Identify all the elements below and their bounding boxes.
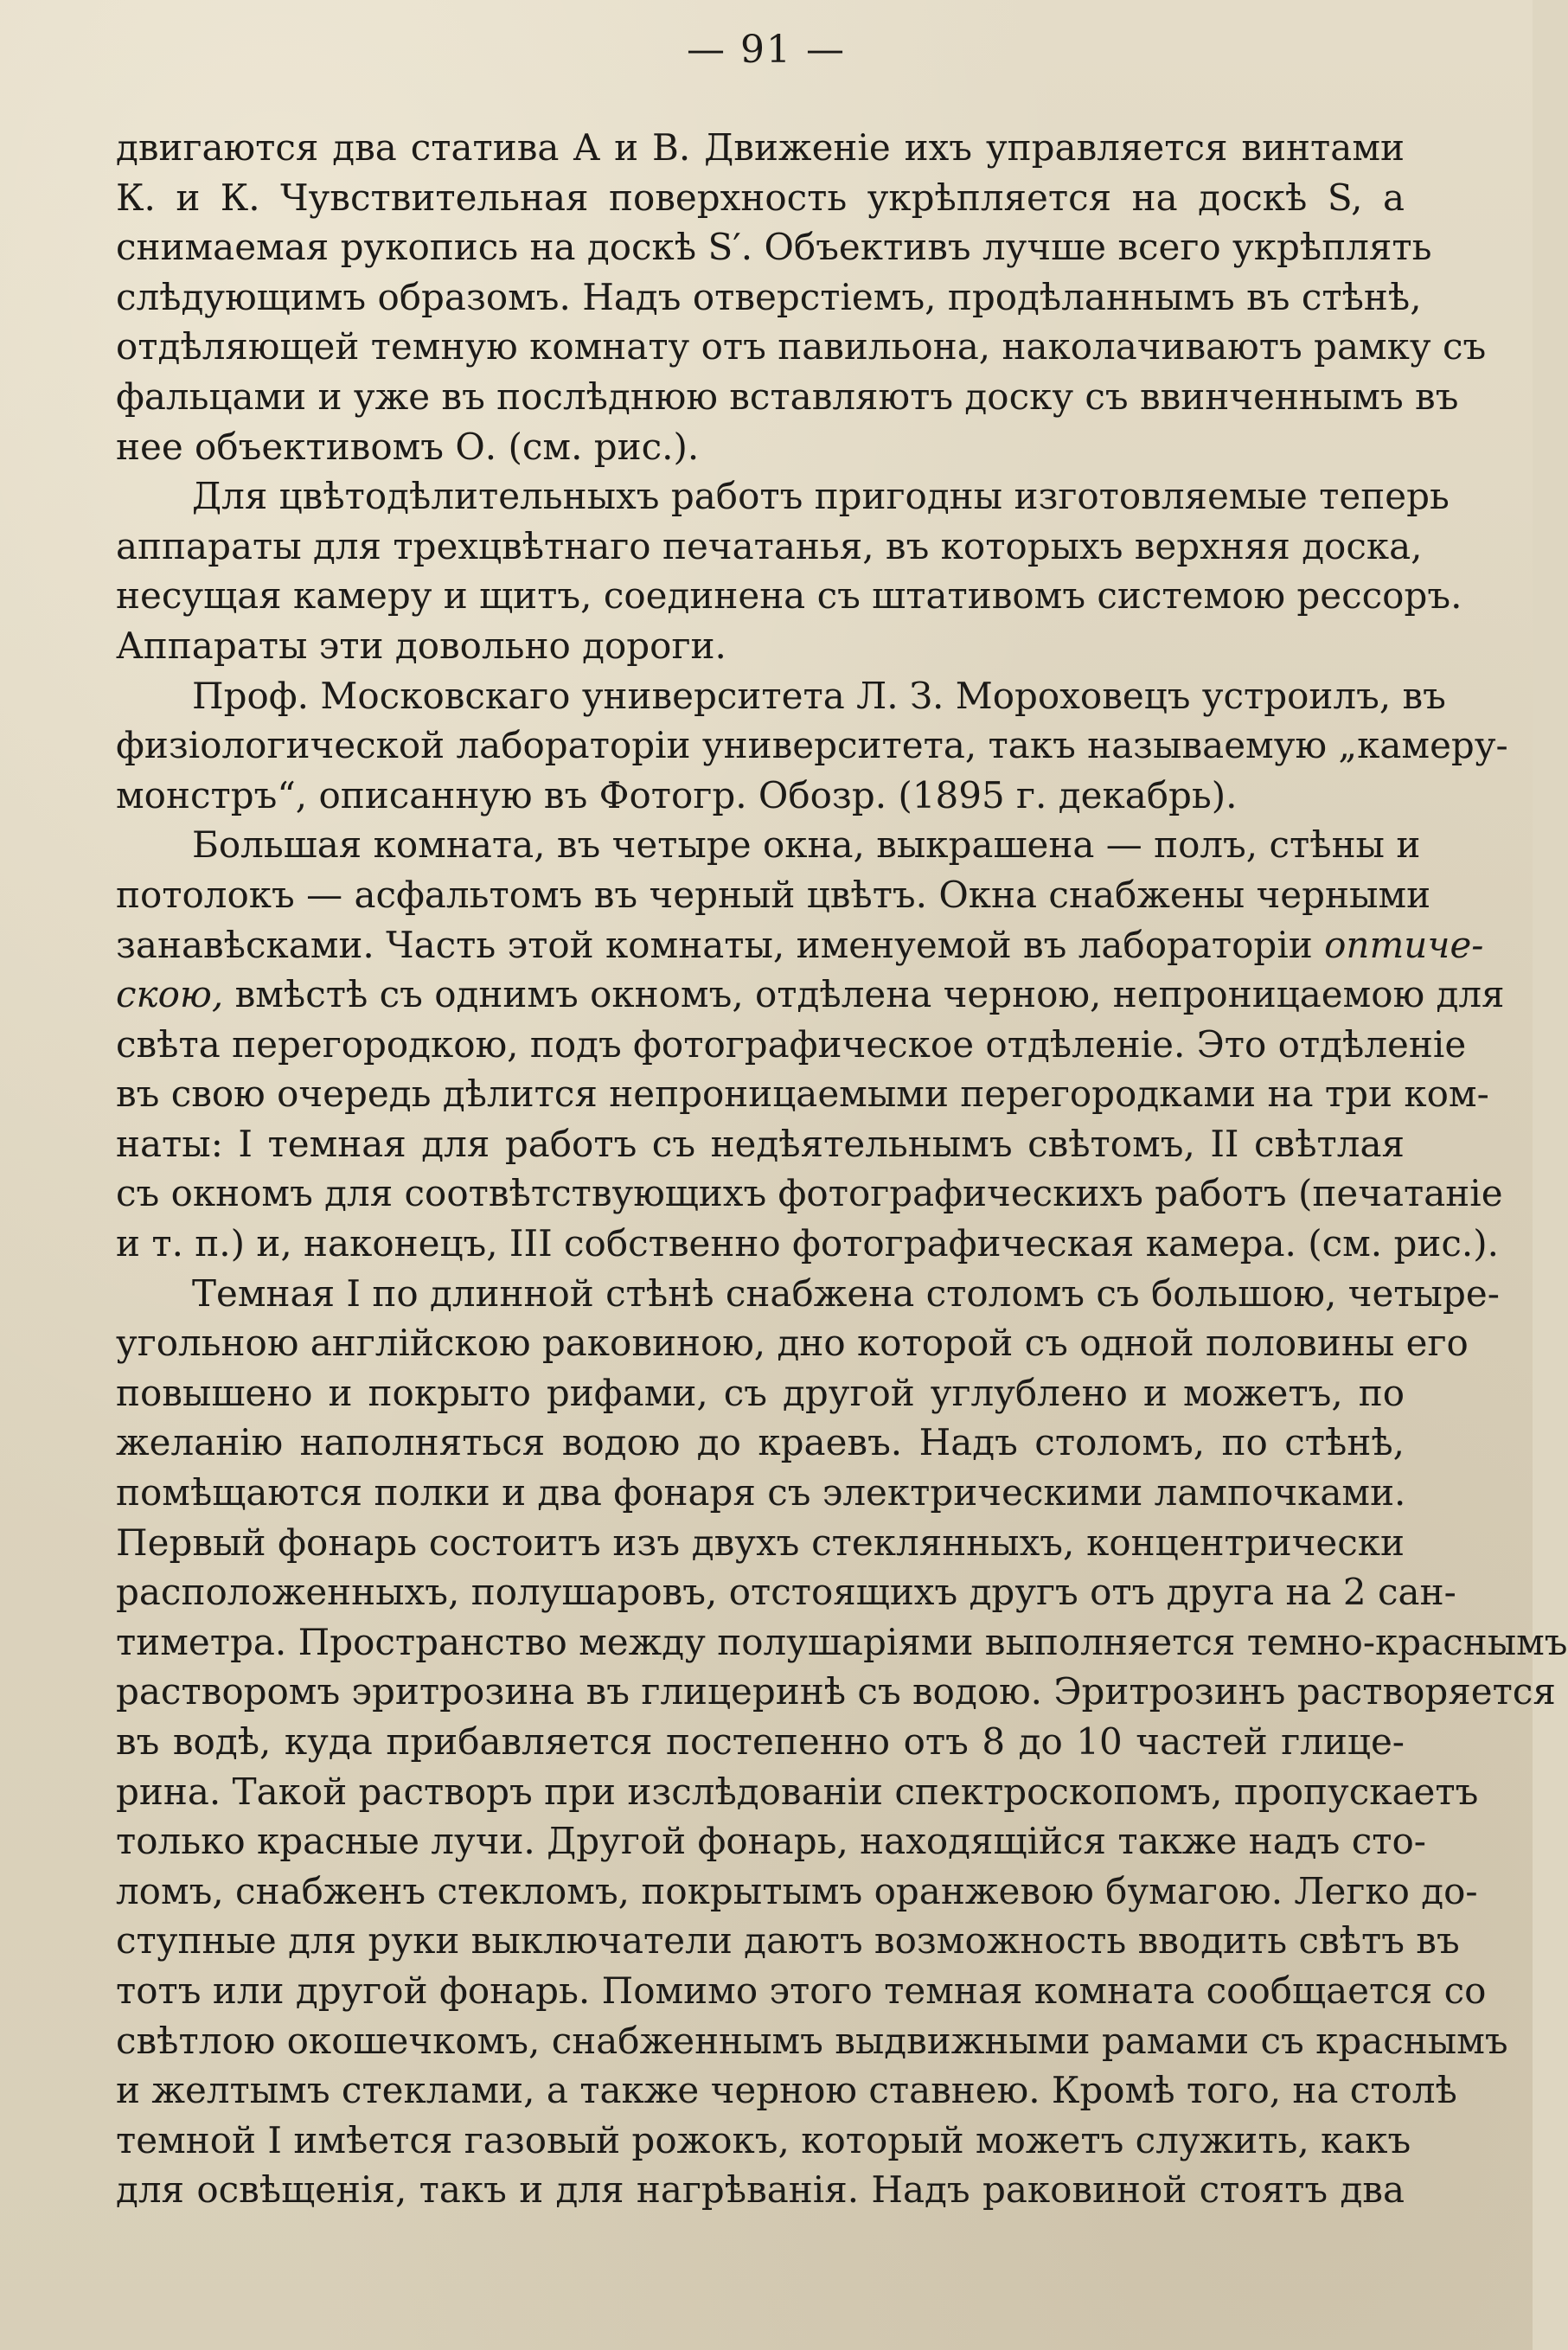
text-line: только красные лучи. Другой фонарь, находящійся также надъ сто-	[116, 1820, 1426, 1863]
text-line: фальцами и уже въ послѣднюю вставляютъ доску съ ввинченнымъ въ	[116, 375, 1459, 418]
page-number: — 91 —	[687, 28, 846, 72]
text-line: въ свою очередь дѣлится непроницаемыми перегородками на три ком-	[116, 1073, 1489, 1116]
text-line: рина. Такой растворъ при изслѣдованіи спектроскопомъ, пропускаетъ	[116, 1770, 1479, 1813]
text-line: и желтымъ стеклами, а также черною ставнею. Кромѣ того, на столѣ	[116, 2069, 1457, 2112]
text-line: скою, вмѣстѣ съ однимъ окномъ, отдѣлена черною, непроницаемою для	[116, 973, 1505, 1016]
paragraph-3	[116, 671, 1508, 821]
text-line: ступные для руки выключатели даютъ возможность вводить свѣтъ въ	[116, 1919, 1460, 1963]
text-line: и т. п.) и, наконецъ, III собственно фотографическая камера. (см. рис.).	[116, 1222, 1499, 1265]
text-line: Проф. Московскаго университета Л. З. Мороховецъ устроилъ, въ	[192, 674, 1446, 717]
text-line: занавѣсками. Часть этой комнаты, именуемой въ лабораторіи оптиче-	[116, 923, 1484, 966]
text-line: угольною англійскою раковиною, дно которой съ одной половины его	[116, 1322, 1469, 1365]
text-line: растворомъ эритрозина въ глицеринѣ съ водою. Эритрозинъ растворяется	[116, 1670, 1556, 1713]
text-line: аппараты для трехцвѣтнаго печатанья, въ которыхъ верхняя доска,	[116, 524, 1423, 567]
text-line: Первый фонарь состоитъ изъ двухъ стеклянныхъ, концентрически	[116, 1521, 1405, 1564]
text-line: монстръ“, описанную въ Фотогр. Обозр. (1895 г. декабрь).	[116, 773, 1238, 816]
paragraph-4	[116, 820, 1505, 1268]
text-line: желанію наполняться водою до краевъ. Надъ столомъ, по стѣнѣ,	[116, 1421, 1405, 1464]
text-line: Для цвѣтодѣлительныхъ работъ пригодны изготовляемые теперь	[192, 475, 1450, 518]
italic-term: скою,	[116, 973, 224, 1016]
text-line: потолокъ — асфальтомъ въ черный цвѣтъ. Окна снабжены черными	[116, 873, 1431, 916]
text-line: тотъ или другой фонарь. Помимо этого темная комната сообщается со	[116, 1969, 1487, 2012]
text-line: въ водѣ, куда прибавляется постепенно отъ 8 до 10 частей глице-	[116, 1720, 1405, 1763]
text-line: наты: I темная для работъ съ недѣятельнымъ свѣтомъ, II свѣтлая	[116, 1122, 1405, 1165]
text-line: тиметра. Пространство между полушаріями выполняется темно-краснымъ	[116, 1620, 1568, 1663]
text-line: К. и К. Чувствительная поверхность укрѣпляется на доскѣ S, а	[116, 176, 1405, 219]
text-line: физіологической лабораторіи университета, такъ называемую „камеру-	[116, 724, 1508, 767]
text-line: расположенныхъ, полушаровъ, отстоящихъ другъ отъ друга на 2 сан-	[116, 1571, 1456, 1614]
text-line: Темная I по длинной стѣнѣ снабжена столомъ съ большою, четыре-	[192, 1271, 1500, 1315]
text-line: Аппараты эти довольно дороги.	[116, 624, 726, 667]
text-line: повышено и покрыто рифами, съ другой углублено и можетъ, по	[116, 1371, 1405, 1414]
text-line: отдѣляющей темную комнату отъ павильона, наколачиваютъ рамку съ	[116, 325, 1487, 368]
paragraph-5	[116, 1269, 1568, 2215]
italic-term: оптиче-	[1324, 923, 1484, 966]
page-text	[116, 123, 1568, 2215]
paragraph-2	[116, 471, 1462, 670]
text-line: свѣта перегородкою, подъ фотографическое отдѣленіе. Это отдѣленіе	[116, 1022, 1467, 1066]
text-line: темной I имѣется газовый рожокъ, который можетъ служить, какъ	[116, 2118, 1411, 2161]
text-line: слѣдующимъ образомъ. Надъ отверстіемъ, продѣланнымъ въ стѣнѣ,	[116, 275, 1422, 318]
text-line: ломъ, снабженъ стекломъ, покрытымъ оранжевою бумагою. Легко до-	[116, 1869, 1478, 1912]
text-line: несущая камеру и щитъ, соединена съ штативомъ системою рессоръ.	[116, 574, 1462, 618]
text-line: Большая комната, въ четыре окна, выкрашена — полъ, стѣны и	[192, 823, 1421, 867]
text-line: свѣтлою окошечкомъ, снабженнымъ выдвижными рамами съ краснымъ	[116, 2019, 1508, 2062]
text-line: нее объективомъ О. (см. рис.).	[116, 425, 700, 468]
text-line: съ окномъ для соотвѣтствующихъ фотографическихъ работъ (печатаніе	[116, 1172, 1503, 1215]
text-line: для освѣщенія, такъ и для нагрѣванія. Надъ раковиной стоятъ два	[116, 2168, 1405, 2212]
text-line: двигаются два статива А и В. Движеніе ихъ управляется винтами	[116, 126, 1405, 169]
text-line: помѣщаются полки и два фонаря съ электрическими лампочками.	[116, 1471, 1406, 1514]
text-line: снимаемая рукопись на доскѣ S′. Объективъ лучше всего укрѣплять	[116, 226, 1432, 269]
paragraph-1	[116, 123, 1487, 471]
